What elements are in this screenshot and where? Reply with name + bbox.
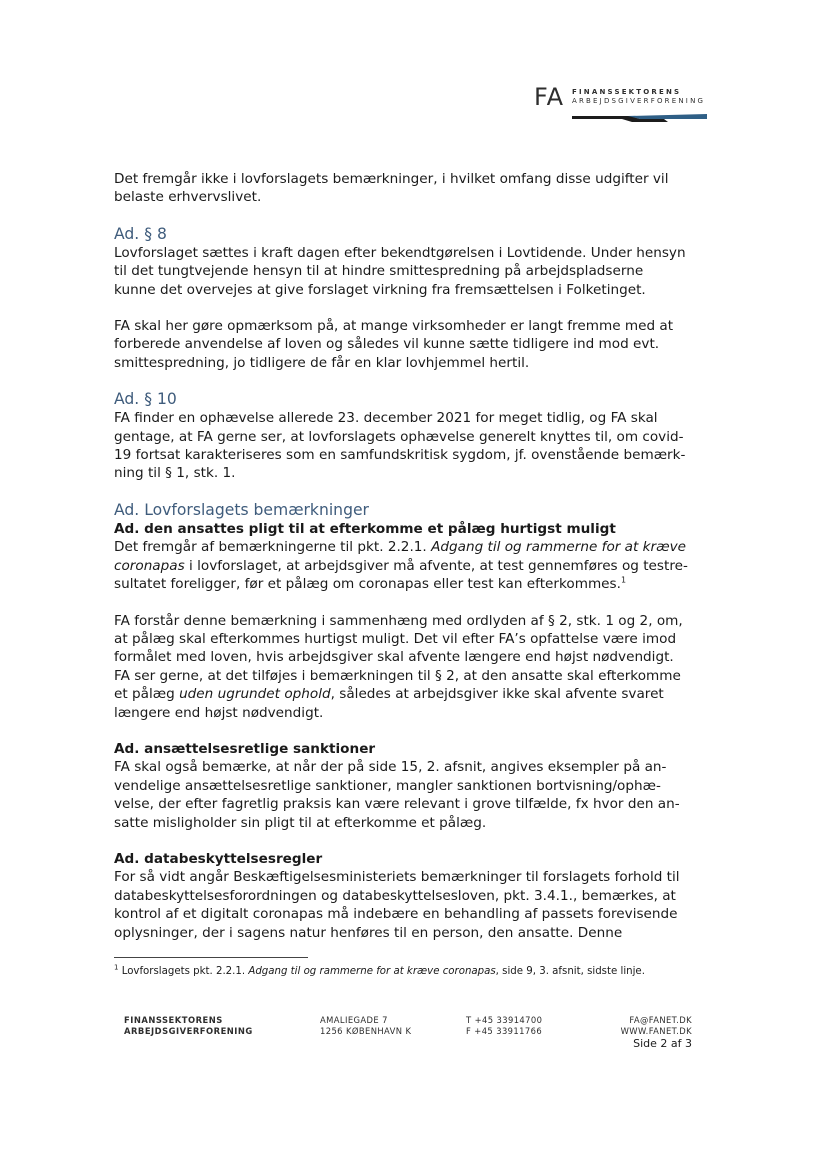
footnote (114, 963, 645, 977)
footer-org-line2: ARBEJDSGIVERFORENING (124, 1026, 253, 1036)
heading-sanktioner: Ad. ansættelsesretlige sanktioner (114, 740, 376, 757)
paragraph-intro: Det fremgår ikke i lovforslagets bemærkninger, i hvilket omfang disse udgifter vil belaste erhvervslivet. (114, 171, 669, 206)
letter-body (114, 170, 689, 942)
footer-organization (124, 1015, 253, 1037)
pligt-text-b: i lovforslaget, at arbejdsgiver må afvente, at test gennemføres og testre-sultatet foreligger, før et pålæg om coronapas eller test kan efterkommes. (114, 557, 688, 593)
footer-tel: T +45 33914700 (466, 1015, 543, 1025)
heading-pligt: Ad. den ansattes pligt til at efterkomme et pålæg hurtigst muligt (114, 520, 616, 537)
paragraph-ad-8-1: Lovforslaget sættes i kraft dagen efter bekendtgørelsen i Lovtidende. Under hensyn til det tungtvejende hensyn til at hindre smittespredning på arbejdspladserne kunne det overvejes at give forslaget virkning fra fremsættelsen i Folketinget. (114, 244, 686, 298)
forstaar-text-em: uden ugrundet ophold (179, 686, 331, 703)
footer-email: FA@FANET.DK (629, 1015, 692, 1025)
paragraph-databeskyttelse: For så vidt angår Beskæftigelsesministeriets bemærkninger til forslagets forhold til databeskyttelsesforordningen og databeskyttelsesloven, pkt. 3.4.1., bemærkes, at kontrol af et digitalt coronapas må indebære en behandling af passets forevisende oplysninger, der i sagens natur henføres til en person, den ansatte. Denne (114, 869, 680, 941)
logo-mark: FA (534, 83, 565, 111)
fa-logo (534, 84, 709, 128)
footer-address (320, 1015, 411, 1037)
footer-contact (590, 1015, 692, 1049)
footnote-number: 1 (114, 963, 119, 972)
logo-bar-icon (572, 114, 707, 122)
footnote-text-em: Adgang til og rammerne for at kræve coronapas (248, 966, 496, 977)
pligt-text-em: Adgang til og rammerne for at kræve coronapas (114, 539, 687, 574)
footer-city: 1256 KØBENHAVN K (320, 1026, 412, 1036)
footer-fax: F +45 33911766 (466, 1026, 543, 1036)
heading-databeskyttelse: Ad. databeskyttelsesregler (114, 850, 323, 867)
forstaar-text-a: FA forstår denne bemærkning i sammenhæng med ordlyden af § 2, stk. 1 og 2, om, at pålæg skal efterkommes hurtigst muligt. Det vil efter FA’s opfattelse være imod formålet med loven, hvis arbejdsgiver skal afvente længere end højst nødvendigt. FA ser gerne, at det tilføjes i bemærkningen til § 2, at den ansatte skal efterkomme et pålæg (114, 612, 683, 703)
page-number: Side 2 af 3 (633, 1037, 692, 1050)
logo-line1: FINANSSEKTORENS (572, 88, 682, 96)
footnote-text-b: , side 9, 3. afsnit, sidste linje. (495, 966, 645, 977)
footer-org-line1: FINANSSEKTORENS (124, 1015, 223, 1025)
logo-line2: ARBEJDSGIVERFORENING (572, 97, 706, 105)
paragraph-ad-8-2: FA skal her gøre opmærksom på, at mange virksomheder er langt fremme med at forberede anvendelse af loven og således vil kunne sætte tidligere ind mod evt. smittespredning, jo tidligere de får en klar lovhjemmel hertil. (114, 318, 674, 371)
paragraph-pligt (114, 538, 689, 593)
paragraph-sanktioner: FA skal også bemærke, at når der på side 15, 2. afsnit, angives eksempler på an-vendelige ansættelsesretlige sanktioner, mangler sanktionen bortvisning/ophæ-velse, der efter fagretlig praksis kan være relevant i grove tilfælde, fx hvor den an-satte misligholder sin pligt til at efterkomme et pålæg. (114, 759, 680, 831)
paragraph-forstaar (114, 612, 689, 722)
heading-ad-8: Ad. § 8 (114, 224, 167, 243)
footer-web: WWW.FANET.DK (620, 1026, 692, 1036)
footer-phone (466, 1015, 542, 1037)
pligt-text-a: Det fremgår af bemærkningerne til pkt. 2.2.1. (114, 539, 432, 556)
footnote-ref: 1 (620, 575, 627, 585)
heading-ad-10: Ad. § 10 (114, 390, 177, 409)
paragraph-ad-10: FA finder en ophævelse allerede 23. december 2021 for meget tidlig, og FA skal gentage, at FA gerne ser, at lovforslagets ophævelse generelt knyttes til, om covid-19 fortsat karakteriseres som en samfundskritisk sygdom, jf. ovenstående bemærk-ning til § 1, stk. 1. (114, 410, 686, 482)
forstaar-text-b: , således at arbejdsgiver ikke skal afvente svaret længere end højst nødvendigt. (114, 686, 664, 721)
footer-street: AMALIEGADE 7 (320, 1015, 388, 1025)
footnote-text-a: Lovforslagets pkt. 2.2.1. (118, 966, 249, 977)
footnote-divider (114, 957, 308, 958)
heading-bemaerkninger: Ad. Lovforslagets bemærkninger (114, 500, 369, 519)
